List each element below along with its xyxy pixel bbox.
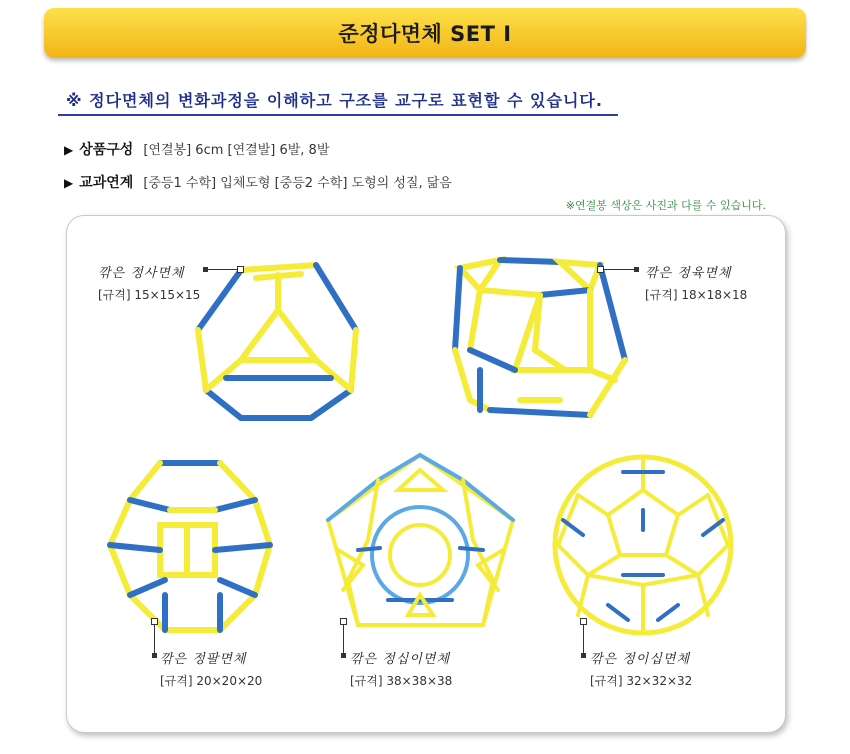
leader-marker [237,266,244,273]
item-name: 깎은 정팔면체 [160,652,247,667]
curriculum-key: 교과연계 [79,175,134,191]
truncated-octahedron-image [105,455,280,640]
item-name: 깎은 정사면체 [98,266,185,281]
leader-dot [634,267,639,272]
item-spec: [규격] 38×38×38 [350,674,453,688]
item-name: 깎은 정십이면체 [350,652,451,667]
leader-line [343,625,344,653]
subtitle-underline [58,114,618,116]
composition-text: [연결봉] 6cm [연결발] 6발, 8발 [143,143,330,158]
leader-dot [341,653,346,658]
truncated-cube-image [440,250,635,440]
truncated-icosahedron-image [548,450,738,640]
subtitle: ※ 정다면체의 변화과정을 이해하고 구조를 교구로 표현할 수 있습니다. [66,91,603,110]
leader-marker [151,618,158,625]
truncated-tetrahedron-image [186,250,371,430]
leader-line [208,269,238,270]
label-truncated-cube [645,262,747,303]
leader-dot [581,653,586,658]
composition-key: 상품구성 [79,142,134,158]
label-truncated-tetrahedron [98,262,200,303]
item-spec: [규격] 20×20×20 [160,674,263,688]
item-name: 깎은 정육면체 [645,266,732,281]
item-spec: [규격] 15×15×15 [98,288,201,302]
label-truncated-icosahedron [590,648,692,689]
composition-row [64,139,329,159]
leader-dot [152,653,157,658]
leader-line [604,269,634,270]
item-spec: [규격] 18×18×18 [645,288,748,302]
leader-line [583,625,584,653]
curriculum-row [64,172,452,192]
page-title: 준정다면체 SET Ⅰ [338,22,512,46]
leader-marker [580,618,587,625]
leader-line [154,625,155,653]
triangle-bullet-icon: ▶ [64,176,74,190]
triangle-bullet-icon: ▶ [64,143,74,157]
label-truncated-dodecahedron [350,648,452,689]
color-note: ※연결봉 색상은 사진과 다를 수 있습니다. [565,199,766,212]
item-name: 깎은 정이십면체 [590,652,691,667]
item-spec: [규격] 32×32×32 [590,674,693,688]
label-truncated-octahedron [160,648,262,689]
leader-marker [340,618,347,625]
curriculum-text: [중등1 수학] 입체도형 [중등2 수학] 도형의 성질, 닮음 [143,176,452,191]
title-banner [44,8,806,58]
leader-marker [597,266,604,273]
truncated-dodecahedron-image [318,450,523,640]
